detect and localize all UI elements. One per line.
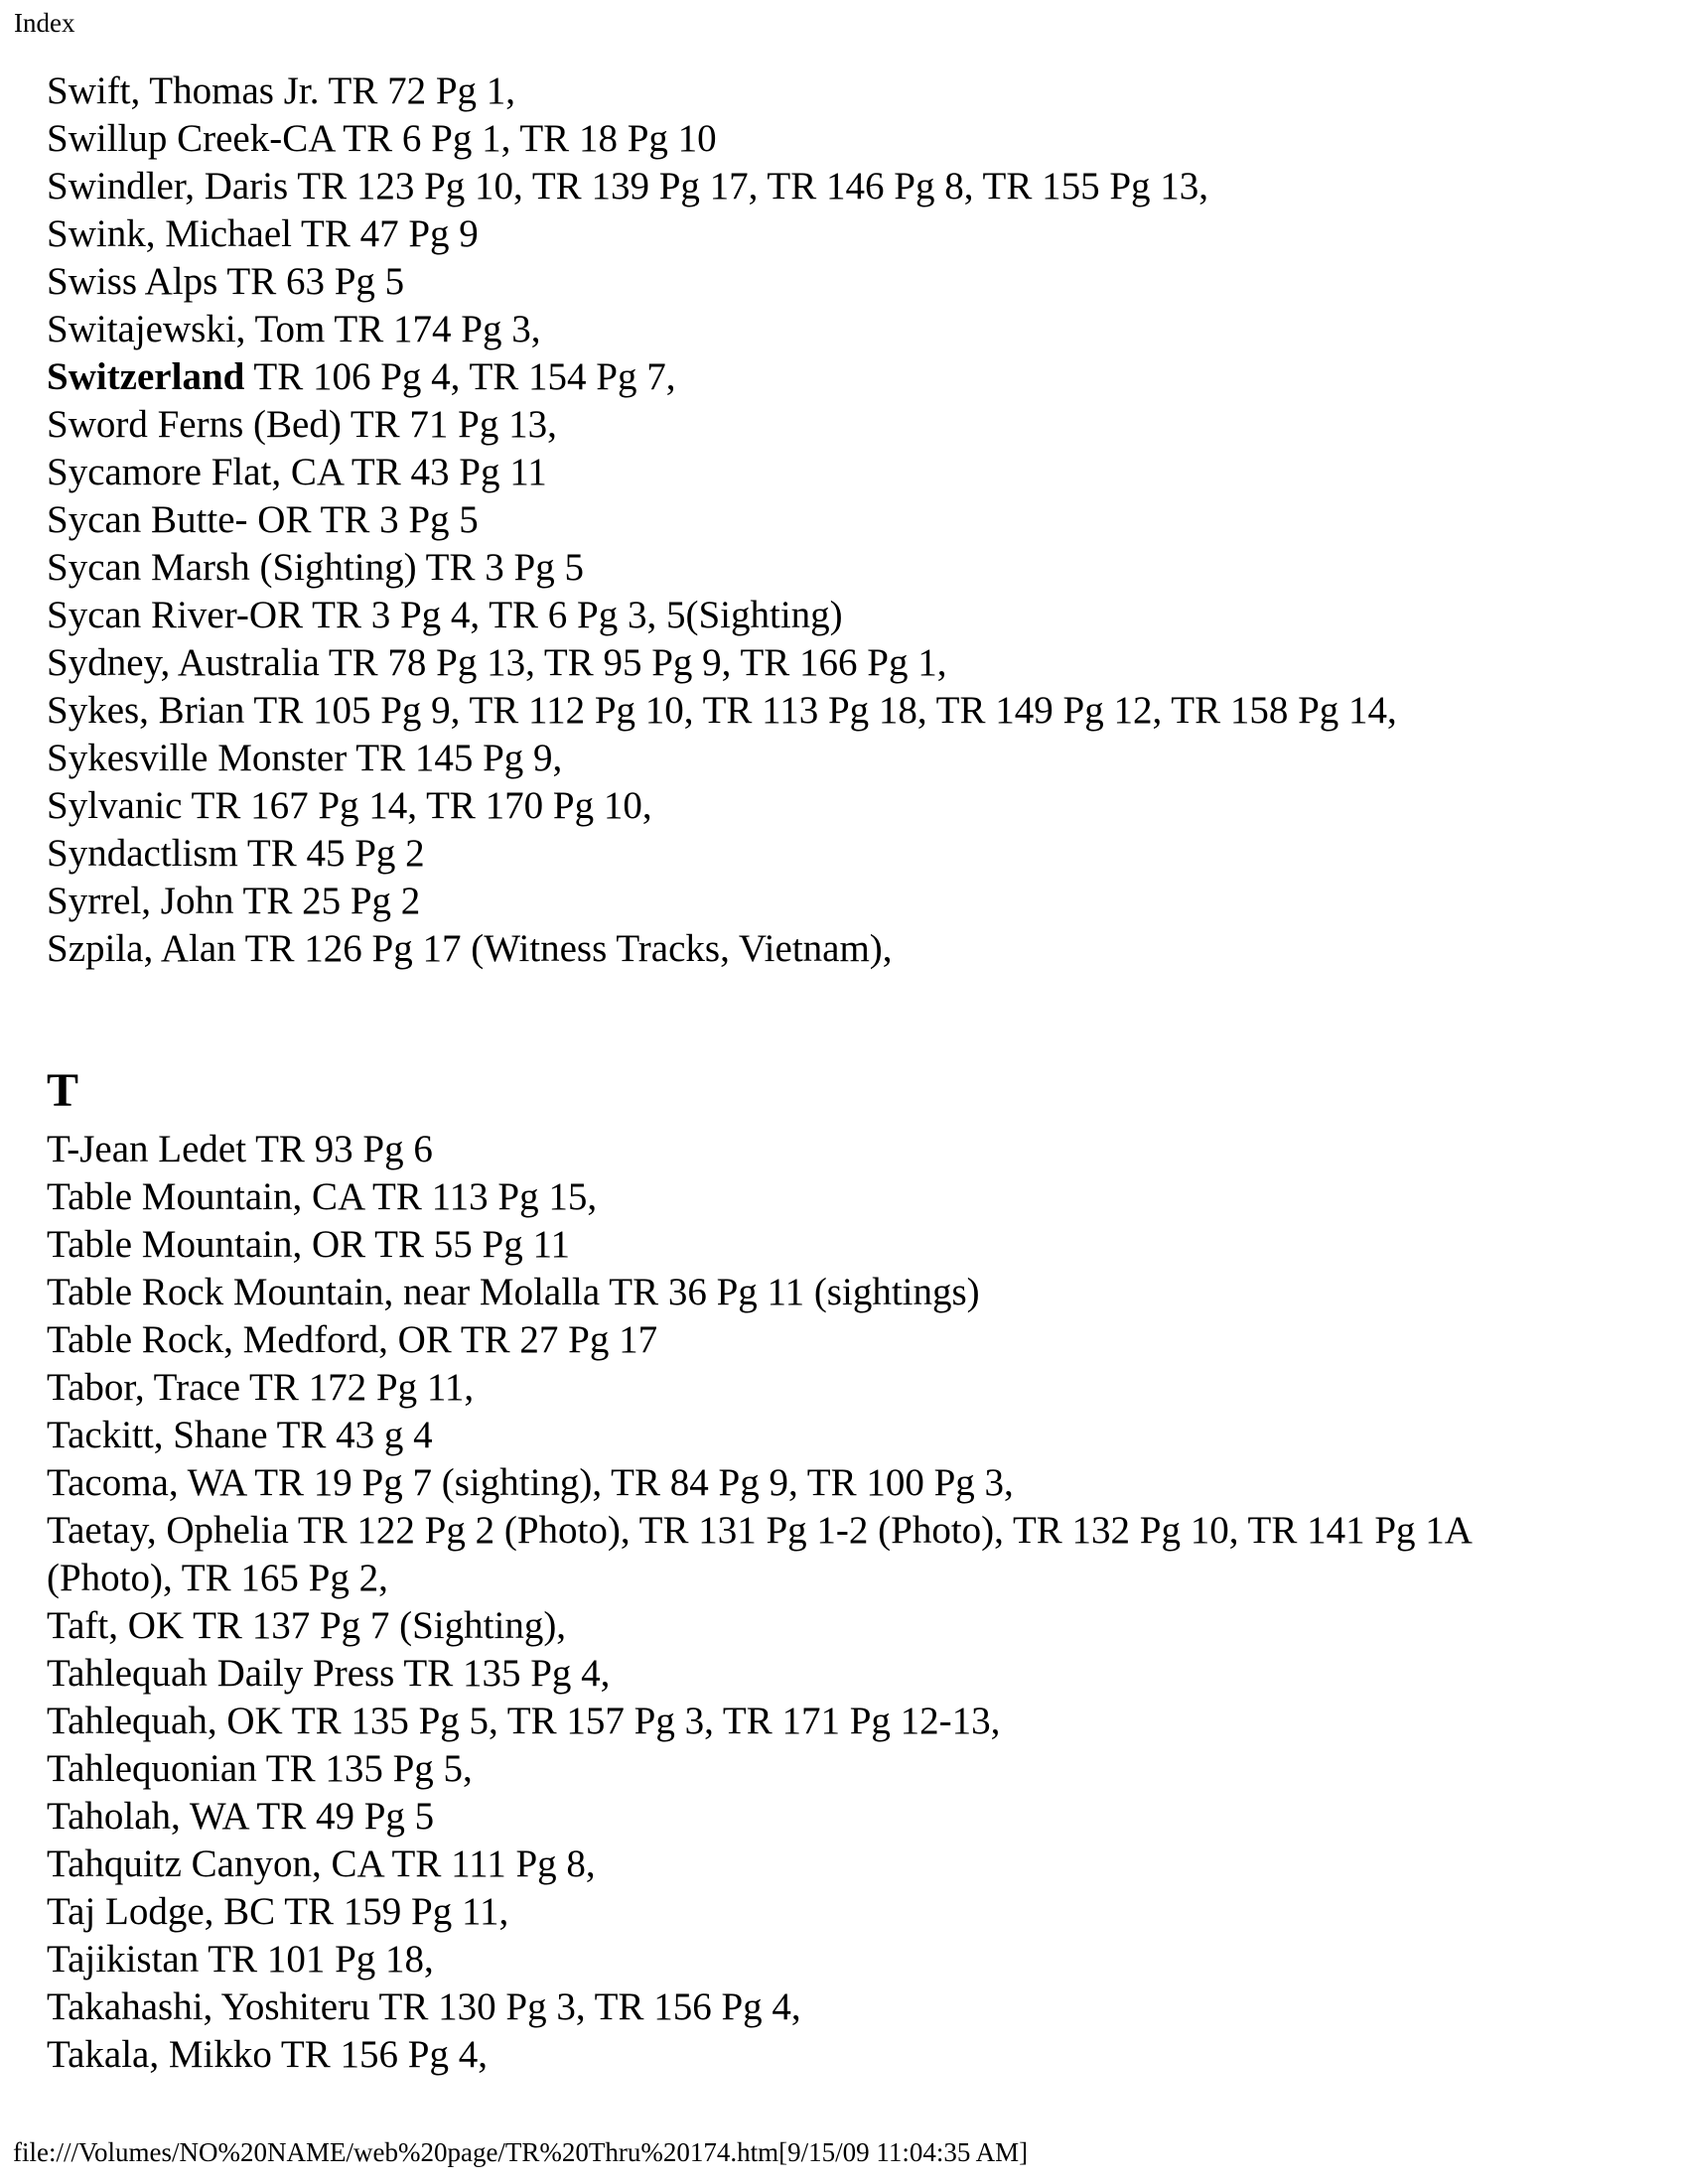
index-entry: Sycan Marsh (Sighting) TR 3 Pg 5	[47, 546, 584, 589]
index-content	[47, 68, 1635, 2079]
index-entry: Taft, OK TR 137 Pg 7 (Sighting),	[47, 1604, 567, 1647]
index-entry: Sylvanic TR 167 Pg 14, TR 170 Pg 10,	[47, 784, 652, 827]
index-entry: Takahashi, Yoshiteru TR 130 Pg 3, TR 156 Pg 4,	[47, 1985, 801, 2028]
index-entry: Szpila, Alan TR 126 Pg 17 (Witness Tracks, Vietnam),	[47, 927, 893, 970]
index-entry: Sycan River-OR TR 3 Pg 4, TR 6 Pg 3, 5(Sighting)	[47, 594, 843, 636]
index-entry: T-Jean Ledet TR 93 Pg 6	[47, 1128, 433, 1170]
index-entry: Taetay, Ophelia TR 122 Pg 2 (Photo), TR 131 Pg 1-2 (Photo), TR 132 Pg 10, TR 141 Pg 1A	[47, 1509, 1473, 1552]
index-entry: Sycan Butte- OR TR 3 Pg 5	[47, 498, 479, 541]
index-entry: Table Rock, Medford, OR TR 27 Pg 17	[47, 1318, 658, 1361]
index-entry: Tahquitz Canyon, CA TR 111 Pg 8,	[47, 1843, 596, 1885]
index-entry: Taholah, WA TR 49 Pg 5	[47, 1795, 435, 1838]
index-entry: Tabor, Trace TR 172 Pg 11,	[47, 1366, 475, 1409]
index-entry: Swift, Thomas Jr. TR 72 Pg 1,	[47, 69, 516, 112]
section-t	[47, 1063, 1635, 2079]
index-entry: Switajewski, Tom TR 174 Pg 3,	[47, 308, 541, 350]
index-entry: Swillup Creek-CA TR 6 Pg 1, TR 18 Pg 10	[47, 117, 717, 160]
index-entry: Swink, Michael TR 47 Pg 9	[47, 212, 479, 255]
index-entry: Taj Lodge, BC TR 159 Pg 11,	[47, 1890, 509, 1933]
index-entry: Tajikistan TR 101 Pg 18,	[47, 1938, 434, 1980]
index-entry: Tahlequonian TR 135 Pg 5,	[47, 1747, 473, 1790]
section-t-heading: T	[47, 1064, 79, 1117]
section-s-entries	[47, 68, 1635, 973]
index-entry: Tackitt, Shane TR 43 g 4	[47, 1414, 433, 1456]
index-entry: Takala, Mikko TR 156 Pg 4,	[47, 2033, 488, 2076]
index-entry: Sykes, Brian TR 105 Pg 9, TR 112 Pg 10, TR 113 Pg 18, TR 149 Pg 12, TR 158 Pg 14,	[47, 689, 1397, 732]
index-entry-bold-term: Switzerland	[47, 355, 245, 398]
index-entry: Table Rock Mountain, near Molalla TR 36 Pg 11 (sightings)	[47, 1271, 980, 1313]
file-path-footer: file:///Volumes/NO%20NAME/web%20page/TR%20Thru%20174.htm[9/15/09 11:04:35 AM]	[13, 2137, 1029, 2167]
section-s	[47, 68, 1635, 973]
index-entry: Table Mountain, OR TR 55 Pg 11	[47, 1223, 571, 1266]
index-entry: Sycamore Flat, CA TR 43 Pg 11	[47, 451, 547, 493]
index-entry: Tacoma, WA TR 19 Pg 7 (sighting), TR 84 Pg 9, TR 100 Pg 3,	[47, 1461, 1014, 1504]
index-entry: Table Mountain, CA TR 113 Pg 15,	[47, 1175, 598, 1218]
page-title: Index	[14, 8, 75, 38]
index-entry: Swiss Alps TR 63 Pg 5	[47, 260, 405, 303]
index-entry: Syrrel, John TR 25 Pg 2	[47, 880, 421, 922]
index-entry: Syndactlism TR 45 Pg 2	[47, 832, 425, 875]
index-entry: Sydney, Australia TR 78 Pg 13, TR 95 Pg 9, TR 166 Pg 1,	[47, 641, 947, 684]
index-entry: (Photo), TR 165 Pg 2,	[47, 1557, 388, 1599]
section-t-entries	[47, 1126, 1635, 2079]
index-entry: Sword Ferns (Bed) TR 71 Pg 13,	[47, 403, 557, 446]
index-entry: Switzerland TR 106 Pg 4, TR 154 Pg 7,	[47, 355, 676, 398]
index-entry: Tahlequah, OK TR 135 Pg 5, TR 157 Pg 3, TR 171 Pg 12-13,	[47, 1700, 1001, 1742]
index-entry: Sykesville Monster TR 145 Pg 9,	[47, 737, 563, 779]
index-entry: Swindler, Daris TR 123 Pg 10, TR 139 Pg 17, TR 146 Pg 8, TR 155 Pg 13,	[47, 165, 1209, 207]
index-entry: Tahlequah Daily Press TR 135 Pg 4,	[47, 1652, 611, 1695]
